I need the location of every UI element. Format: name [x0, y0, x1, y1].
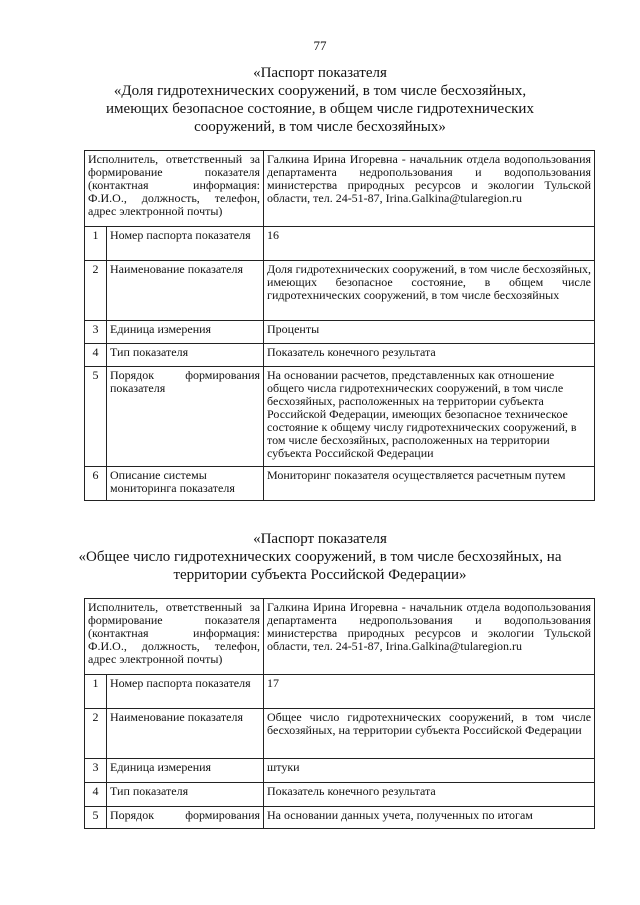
- table-row: [85, 367, 595, 467]
- row-value: 16: [264, 227, 595, 261]
- passport-1-title-line: «Паспорт показателя: [253, 65, 387, 81]
- executor-row: [85, 151, 595, 227]
- row-number: 4: [85, 783, 107, 807]
- row-value: Общее число гидротехнических сооружений, в том числе бесхозяйных, на территории субъекта Российской Федерации: [264, 709, 595, 759]
- row-number: 3: [85, 321, 107, 344]
- row-number: 5: [85, 367, 107, 467]
- row-number: 6: [85, 467, 107, 501]
- executor-value: Галкина Ирина Игоревна - начальник отдела водопользования департамента недропользования и водопользования министерства природных ресурсов и экологии Тульской области, тел. 24-51-87, Irina.Galkina@tularegion.ru: [264, 599, 595, 675]
- row-value: Показатель конечного результата: [264, 783, 595, 807]
- row-value: Показатель конечного результата: [264, 344, 595, 367]
- passport-2-table: [84, 598, 595, 829]
- passport-2-title-line: «Общее число гидротехнических сооружений, в том числе бесхозяйных, на: [78, 549, 562, 565]
- row-value: Мониторинг показателя осуществляется расчетным путем: [264, 467, 595, 501]
- row-label: Номер паспорта показателя: [107, 227, 264, 261]
- table-row: [85, 227, 595, 261]
- executor-label: Исполнитель, ответственный за формирование показателя (контактная информация: Ф.И.О., должность, телефон, адрес электронной почты): [85, 599, 264, 675]
- row-value: На основании данных учета, полученных по итогам: [264, 807, 595, 829]
- row-label: Единица измерения: [107, 321, 264, 344]
- passport-1-title-line: имеющих безопасное состояние, в общем числе гидротехнических: [106, 101, 534, 117]
- row-value: штуки: [264, 759, 595, 783]
- row-number: 4: [85, 344, 107, 367]
- table-row: [85, 467, 595, 501]
- passport-1-title-line: «Доля гидротехнических сооружений, в том числе бесхозяйных,: [113, 83, 527, 99]
- row-label: Порядок формирования показателя: [107, 367, 264, 467]
- row-value: На основании расчетов, представленных как отношение общего числа гидротехнических сооружений, в том числе бесхозяйных, расположенных на территории субъекта Российской Федерации, имеющих безопасное техническое состояние к общему числу гидротехнических сооружений, в том числе бесхозяйных, расположенных на территории субъекта Российской Федерации: [264, 367, 595, 467]
- row-number: 2: [85, 261, 107, 321]
- executor-label: Исполнитель, ответственный за формирование показателя (контактная информация: Ф.И.О., должность, телефон, адрес электронной почты): [85, 151, 264, 227]
- passport-1-title-line: сооружений, в том числе бесхозяйных»: [194, 119, 446, 135]
- row-value: 17: [264, 675, 595, 709]
- row-label: Описание системы мониторинга показателя: [107, 467, 264, 501]
- table-row: [85, 321, 595, 344]
- row-label: Тип показателя: [107, 783, 264, 807]
- row-label: Тип показателя: [107, 344, 264, 367]
- passport-1-title: [0, 64, 640, 136]
- row-number: 3: [85, 759, 107, 783]
- row-value: Проценты: [264, 321, 595, 344]
- table-row: [85, 344, 595, 367]
- passport-2-title-line: «Паспорт показателя: [253, 531, 387, 547]
- table-row: [85, 759, 595, 783]
- row-number: 2: [85, 709, 107, 759]
- row-number: 1: [85, 227, 107, 261]
- row-label: Порядок формирования: [107, 807, 264, 829]
- table-row: [85, 783, 595, 807]
- table-row: [85, 807, 595, 829]
- passport-1-table: [84, 150, 595, 501]
- row-value: Доля гидротехнических сооружений, в том числе бесхозяйных, имеющих безопасное состояние, в общем числе гидротехнических сооружений, в том числе бесхозяйных: [264, 261, 595, 321]
- executor-value: Галкина Ирина Игоревна - начальник отдела водопользования департамента недропользования и водопользования министерства природных ресурсов и экологии Тульской области, тел. 24-51-87, Irina.Galkina@tularegion.ru: [264, 151, 595, 227]
- table-row: [85, 675, 595, 709]
- table-row: [85, 261, 595, 321]
- table-row: [85, 709, 595, 759]
- row-label: Номер паспорта показателя: [107, 675, 264, 709]
- row-label: Наименование показателя: [107, 261, 264, 321]
- row-label: Единица измерения: [107, 759, 264, 783]
- passport-2-title-line: территории субъекта Российской Федерации»: [173, 567, 467, 583]
- page-number: 77: [313, 38, 327, 53]
- row-number: 1: [85, 675, 107, 709]
- row-number: 5: [85, 807, 107, 829]
- passport-2-title: [0, 530, 640, 584]
- executor-row: [85, 599, 595, 675]
- row-label: Наименование показателя: [107, 709, 264, 759]
